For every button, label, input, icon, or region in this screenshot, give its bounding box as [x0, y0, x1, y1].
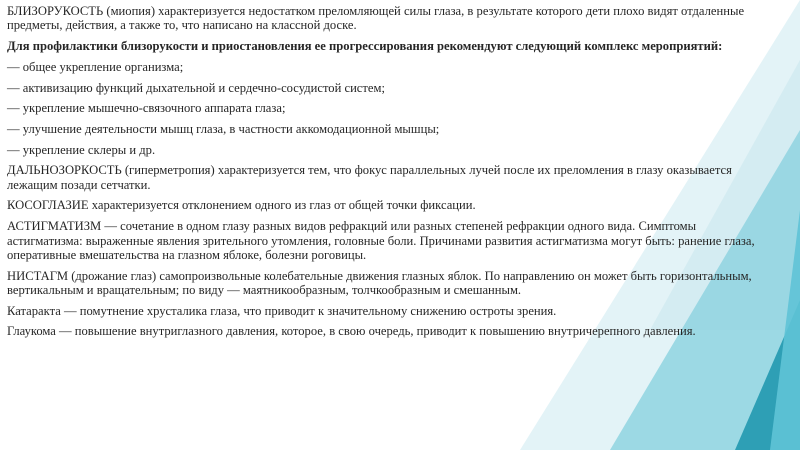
paragraph-astigmatism: АСТИГМАТИЗМ — сочетание в одном глазу разных видов рефракций или разных степеней рефракции одного вида. Симптомы астигматизма: выраженные явления зрительного утомления, головные боли. Причинами развития астигматизма могут быть: ранение глаза, оперативные вмешательства на глазном яблоке, болезни роговицы. [7, 219, 755, 262]
slide-body [7, 4, 769, 345]
paragraph-prevention-heading: Для профилактики близорукости и приостановления ее прогрессирования рекомендуют следующий комплекс мероприятий: [7, 39, 723, 54]
list-item-respiratory: — активизацию функций дыхательной и сердечно-сосудистой систем; [7, 80, 385, 95]
paragraph-glaucoma: Глаукома — повышение внутриглазного давления, которое, в свою очередь, приводит к повышению внутричерепного давления. [7, 324, 696, 339]
paragraph-nystagmus: НИСТАГМ (дрожание глаз) самопроизвольные колебательные движения глазных яблок. По направлению он может быть горизонтальным, вертикальным и вращательным; по виду — маятникообразным, толчкообразным и смешанным. [7, 268, 752, 298]
list-item-organism: — общее укрепление организма; [7, 59, 184, 74]
paragraph-strabismus: КОСОГЛАЗИЕ характеризуется отклонением одного из глаз от общей точки фиксации. [7, 198, 476, 213]
list-item-muscles: — улучшение деятельности мышц глаза, в частности аккомодационной мышцы; [7, 121, 440, 136]
list-item-ligament: — укрепление мышечно-связочного аппарата глаза; [7, 101, 286, 116]
paragraph-myopia: БЛИЗОРУКОСТЬ (миопия) характеризуется недостатком преломляющей силы глаза, в результате которого дети плохо видят отдаленные предметы, действия, а также то, что написано на классной доске. [7, 4, 745, 33]
paragraph-cataract: Катаракта — помутнение хрусталика глаза, что приводит к значительному снижению остроты зрения. [7, 303, 557, 318]
list-item-sclera: — укрепление склеры и др. [7, 142, 156, 157]
paragraph-hyperopia: ДАЛЬНОЗОРКОСТЬ (гиперметропия) характеризуется тем, что фокус параллельных лучей после их преломления в глазу оказывается лежащим позади сетчатки. [7, 163, 732, 192]
